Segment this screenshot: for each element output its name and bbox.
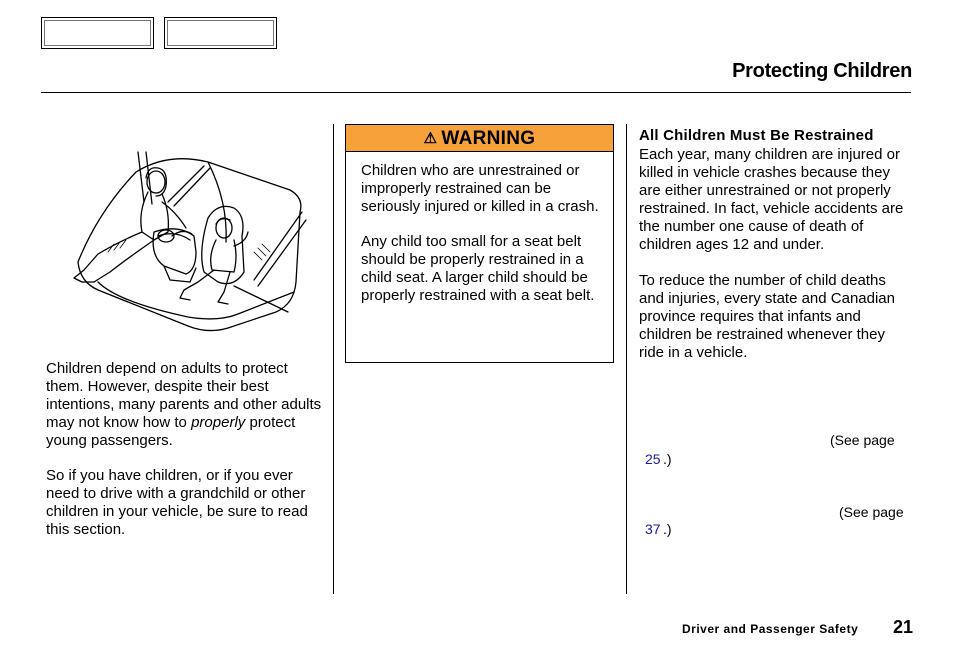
- restraint-paragraph-2: To reduce the number of child deaths and injuries, every state and Canadian province requires that infants and children be restrained whenever they ride in a vehicle.: [639, 272, 895, 361]
- page-title: Protecting Children: [732, 60, 912, 82]
- nav-button-previous[interactable]: [41, 17, 154, 49]
- see-page-ref-2: (See page: [839, 504, 904, 520]
- title-divider: [41, 92, 911, 93]
- nav-button-next[interactable]: [164, 17, 277, 49]
- children-car-seat-illustration: [58, 132, 308, 340]
- emphasis-properly: properly: [191, 414, 246, 431]
- see-page-ref-1: (See page: [830, 432, 895, 448]
- ref-close-1: .): [663, 451, 672, 467]
- page-number: 21: [893, 617, 914, 637]
- intro-paragraph-1: Children depend on adults to protect them. However, despite their best intentions, many parents and other adults may not know how to properly protect young passengers.: [46, 360, 322, 449]
- warning-header: [346, 125, 613, 152]
- restraint-section: [639, 127, 914, 380]
- intro-text: [46, 360, 326, 556]
- intro-paragraph-2: So if you have children, or if you ever need to drive with a grandchild or other children in your vehicle, be sure to read this section.: [46, 467, 308, 538]
- warning-box: [345, 124, 614, 363]
- section-heading: All Children Must Be Restrained: [639, 127, 874, 144]
- ref-close-2: .): [663, 521, 672, 537]
- column-divider-left: [333, 124, 334, 594]
- restraint-paragraph-1: Each year, many children are injured or killed in vehicle crashes because they are either unrestrained or not properly restrained. In fact, vehicle accidents are the number one cause of death of children ages 12 and under.: [639, 146, 904, 253]
- page-link-25[interactable]: 25: [645, 451, 661, 467]
- page-link-37[interactable]: 37: [645, 521, 661, 537]
- warning-paragraph-2: Any child too small for a seat belt should be properly restrained in a child seat. A larger child should be properly restrained with a seat belt.: [361, 233, 595, 304]
- column-divider-right: [626, 124, 627, 594]
- footer-section-title: Driver and Passenger Safety: [682, 622, 859, 636]
- warning-triangle-icon: ⚠: [423, 130, 438, 147]
- warning-paragraph-1: Children who are unrestrained or improperly restrained can be seriously injured or killed in a crash.: [361, 162, 599, 215]
- warning-title: WARNING: [441, 128, 536, 149]
- warning-body: [346, 152, 613, 305]
